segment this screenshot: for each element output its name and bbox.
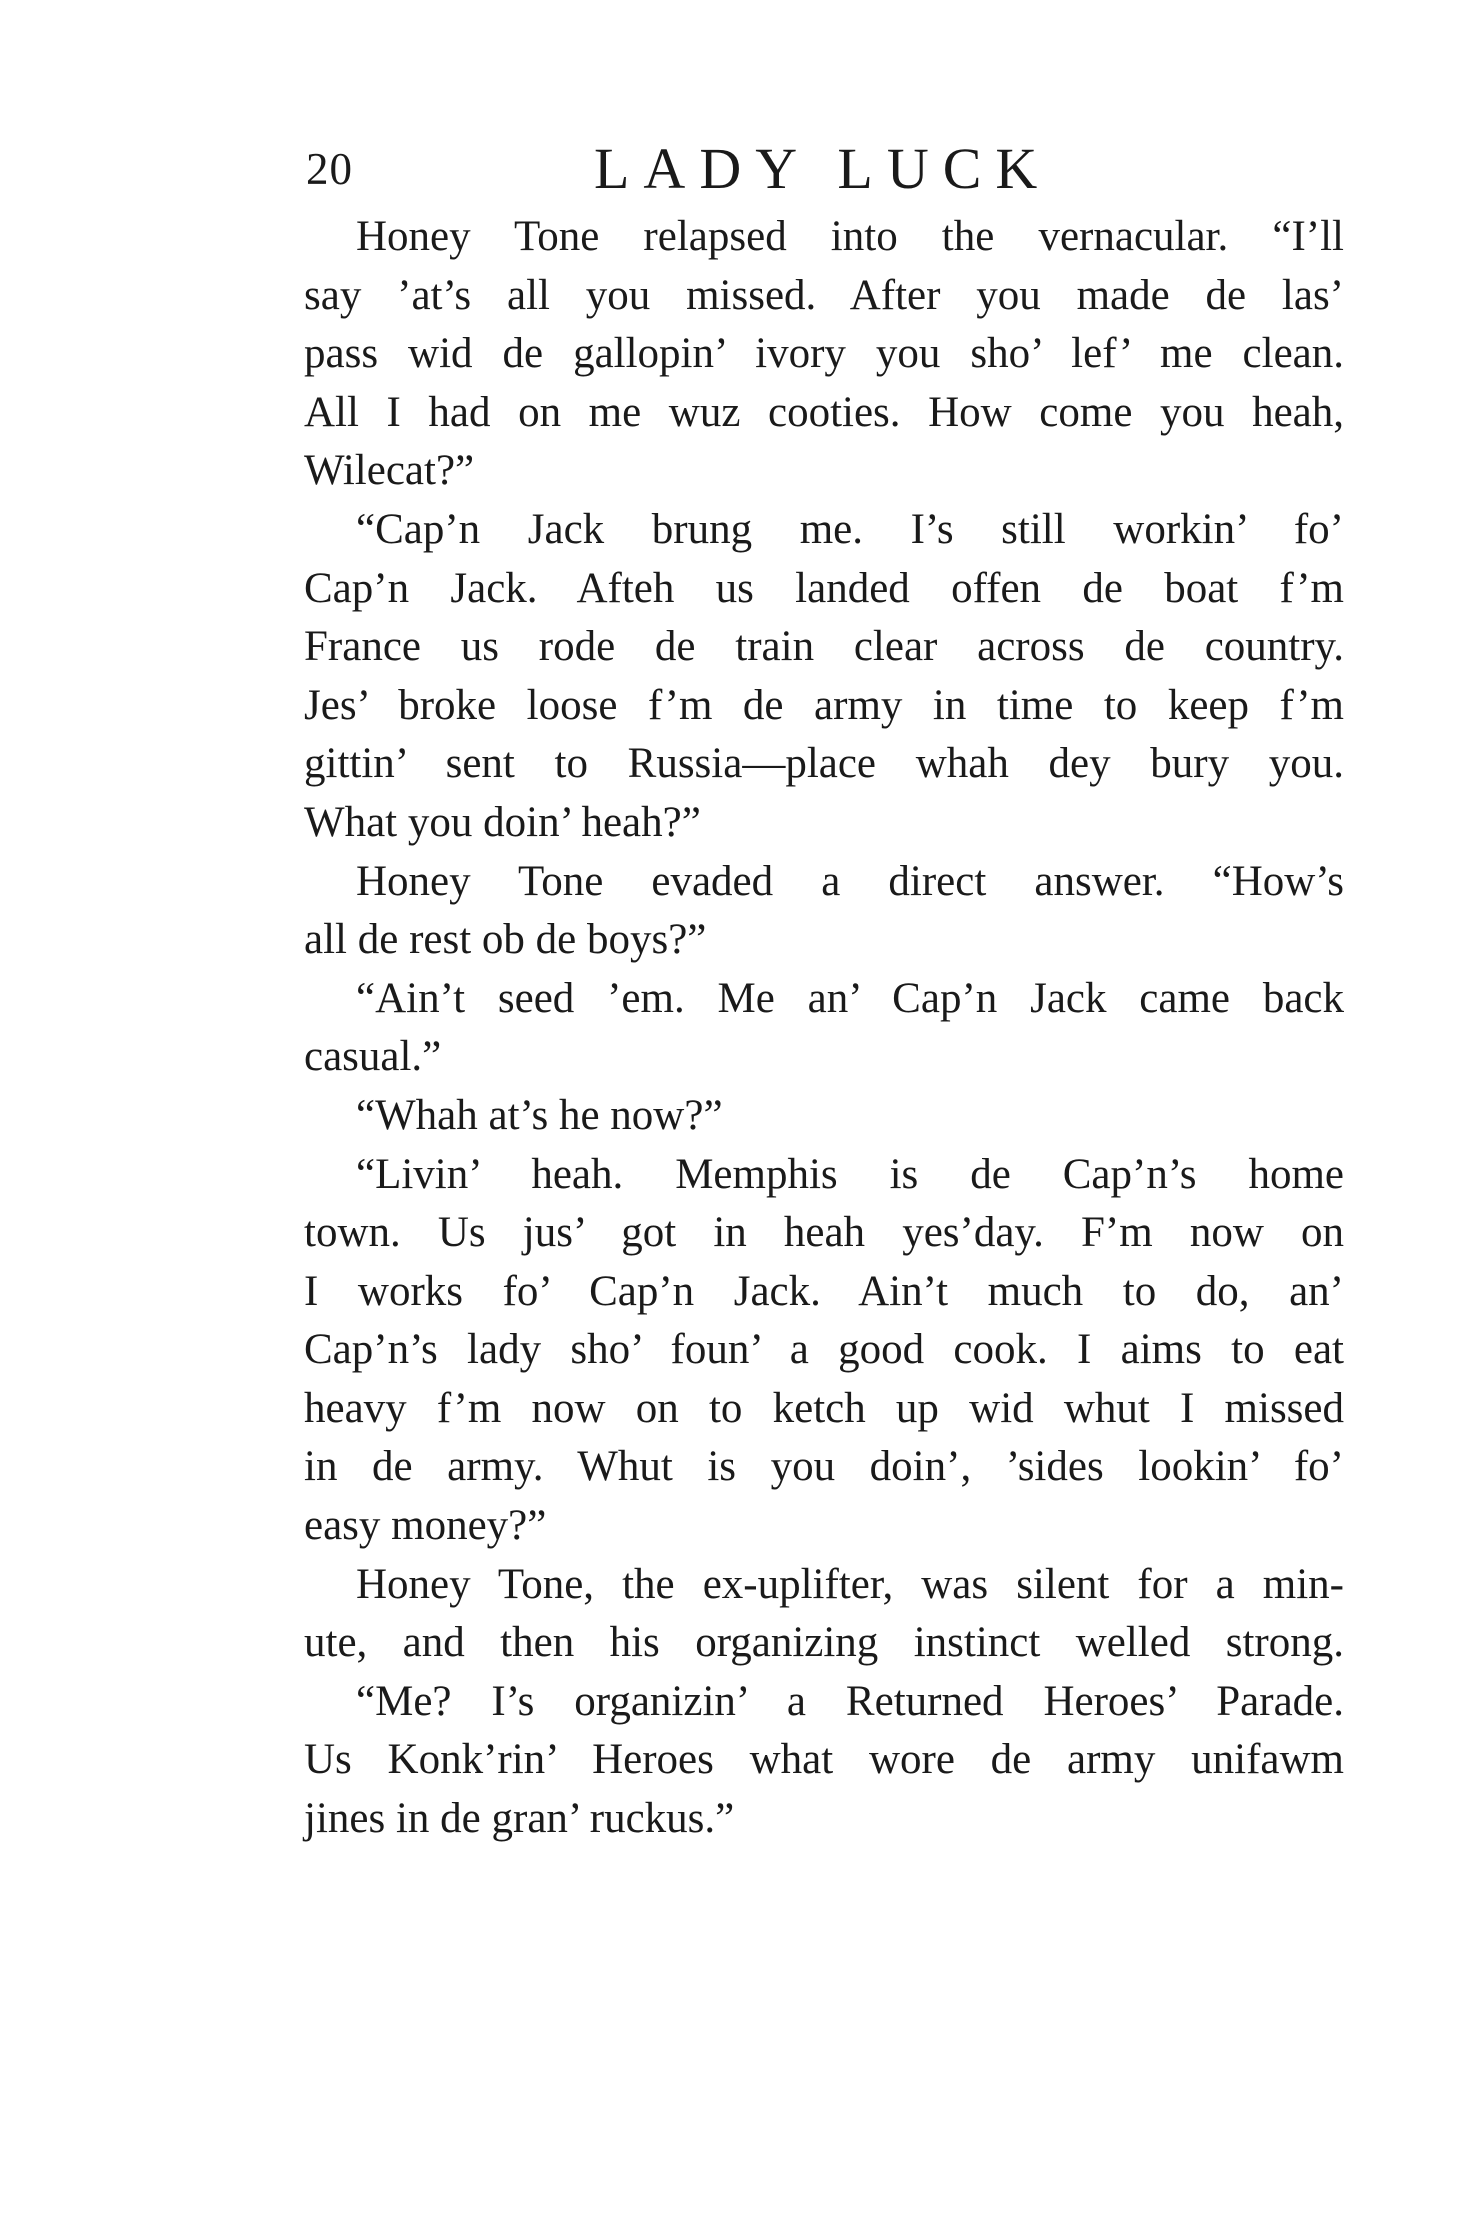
text-line: “Me? I’s organizin’ a Returned Heroes’ Parade. [356,1677,1344,1725]
text-line: say ’at’s all you missed. After you made de las’ [304,271,1344,319]
text-line: easy money?” [304,1502,547,1550]
text-line: “Ain’t seed ’em. Me an’ Cap’n Jack came back [356,974,1344,1022]
text-line: Honey Tone evaded a direct answer. “How’s [356,857,1344,905]
text-line: casual.” [304,1033,442,1081]
body-text [304,208,1344,1849]
text-line: What you doin’ heah?” [304,798,701,846]
text-line: France us rode de train clear across de country. [304,623,1344,671]
text-line: in de army. Whut is you doin’, ’sides lookin’ fo’ [304,1443,1344,1491]
text-line: Wilecat?” [304,447,475,495]
text-line: Honey Tone relapsed into the vernacular. “I’ll [356,213,1344,260]
text-line: heavy f’m now on to ketch up wid whut I missed [304,1384,1344,1432]
text-line: town. Us jus’ got in heah yes’day. F’m now on [304,1209,1344,1257]
text-line: Us Konk’rin’ Heroes what wore de army unifawm [304,1736,1344,1784]
text-line: Cap’n Jack. Afteh us landed offen de boat f’m [304,564,1344,612]
running-title: LADY LUCK [594,136,1052,201]
text-line: jines in de gran’ ruckus.” [304,1795,735,1843]
text-line: Honey Tone, the ex-uplifter, was silent for a min- [356,1560,1344,1608]
text-line: ute, and then his organizing instinct welled strong. [304,1619,1344,1667]
text-line: “Livin’ heah. Memphis is de Cap’n’s home [356,1150,1344,1198]
text-line: Cap’n’s lady sho’ foun’ a good cook. I aims to eat [304,1326,1344,1374]
text-line: “Cap’n Jack brung me. I’s still workin’ fo’ [356,505,1344,553]
page-header [306,134,1346,204]
text-line: Jes’ broke loose f’m de army in time to keep f’m [304,681,1344,729]
text-line: All I had on me wuz cooties. How come you heah, [304,388,1344,436]
text-line: “Whah at’s he now?” [356,1091,723,1139]
page-number: 20 [306,144,353,194]
text-line: gittin’ sent to Russia—place whah dey bury you. [304,740,1344,788]
text-line: pass wid de gallopin’ ivory you sho’ lef’ me clean. [304,330,1344,378]
text-line: all de rest ob de boys?” [304,916,707,964]
text-line: I works fo’ Cap’n Jack. Ain’t much to do, an’ [304,1267,1344,1315]
